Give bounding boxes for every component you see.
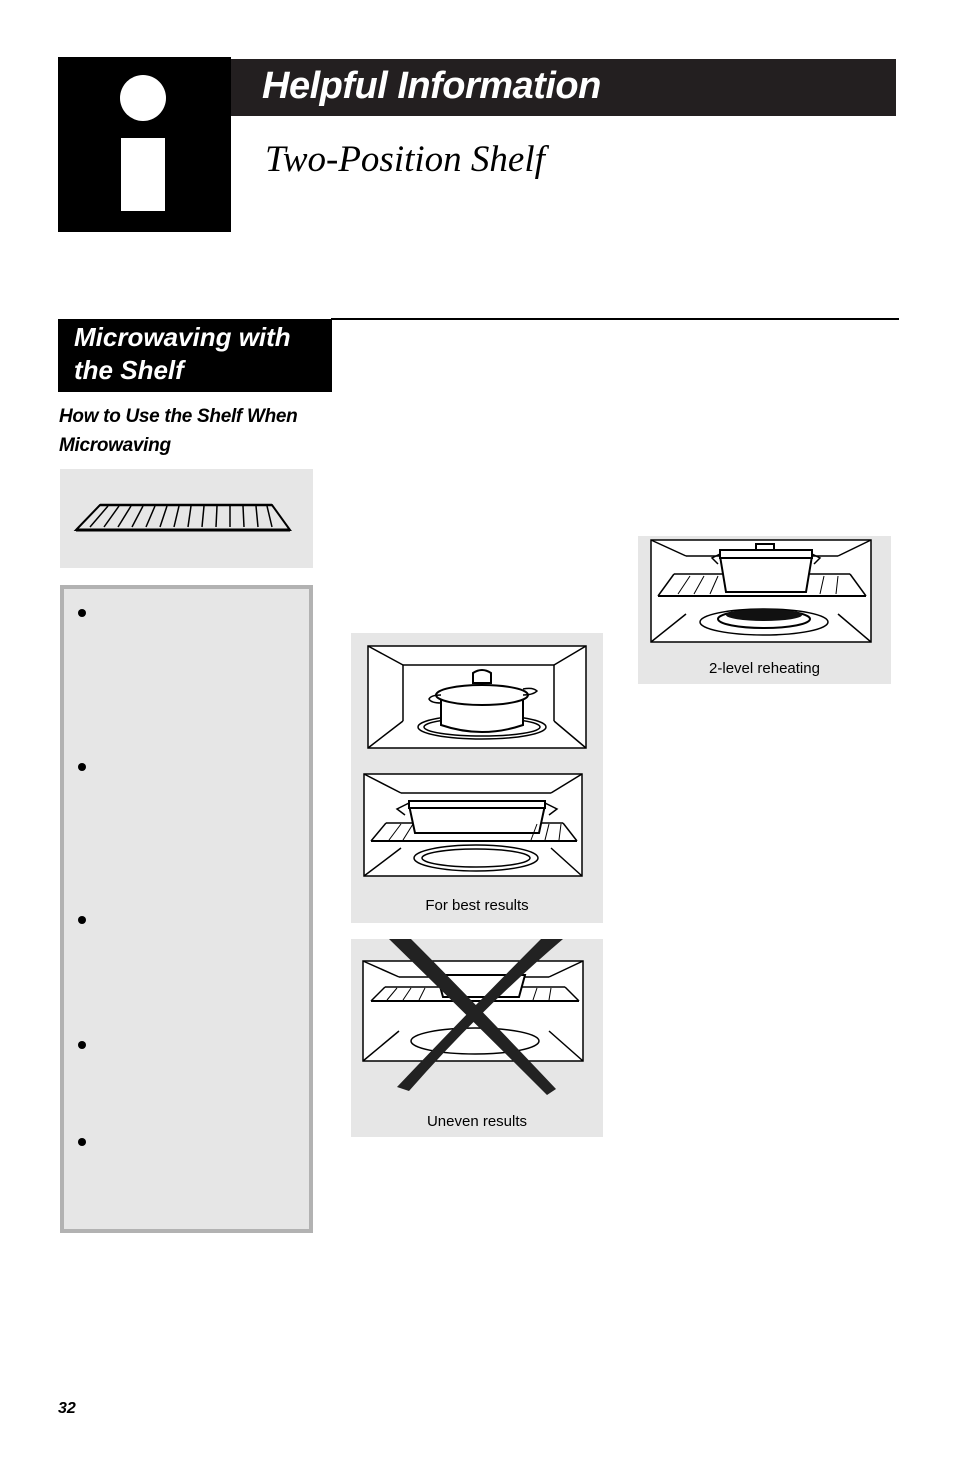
bullet-dot [78, 1041, 86, 1049]
figure-uneven-results [351, 939, 603, 1137]
bullet-dot [78, 1138, 86, 1146]
instructions-panel [60, 585, 313, 1233]
page-number: 32 [58, 1400, 76, 1417]
section-rule [331, 318, 899, 320]
section-heading: Microwaving with the Shelf [74, 322, 291, 385]
info-icon [58, 57, 231, 232]
caption-2-level-reheating: 2-level reheating [709, 660, 820, 677]
title-bar [231, 59, 896, 116]
section-subheading: How to Use the Shelf When Microwaving [59, 406, 298, 456]
shelf-illustration-panel [60, 469, 313, 568]
page-title: Helpful Information [262, 65, 601, 107]
bullet-dot [78, 763, 86, 771]
figure-2-level-reheating [638, 536, 891, 684]
caption-uneven-results: Uneven results [426, 1113, 528, 1130]
section-heading-box [58, 319, 332, 392]
page-subtitle: Two-Position Shelf [265, 139, 545, 180]
wire-shelf-icon [60, 469, 313, 568]
figure-best-results [351, 633, 603, 923]
bullet-dot [78, 609, 86, 617]
bullet-dot [78, 916, 86, 924]
caption-best-results: For best results [425, 897, 529, 914]
